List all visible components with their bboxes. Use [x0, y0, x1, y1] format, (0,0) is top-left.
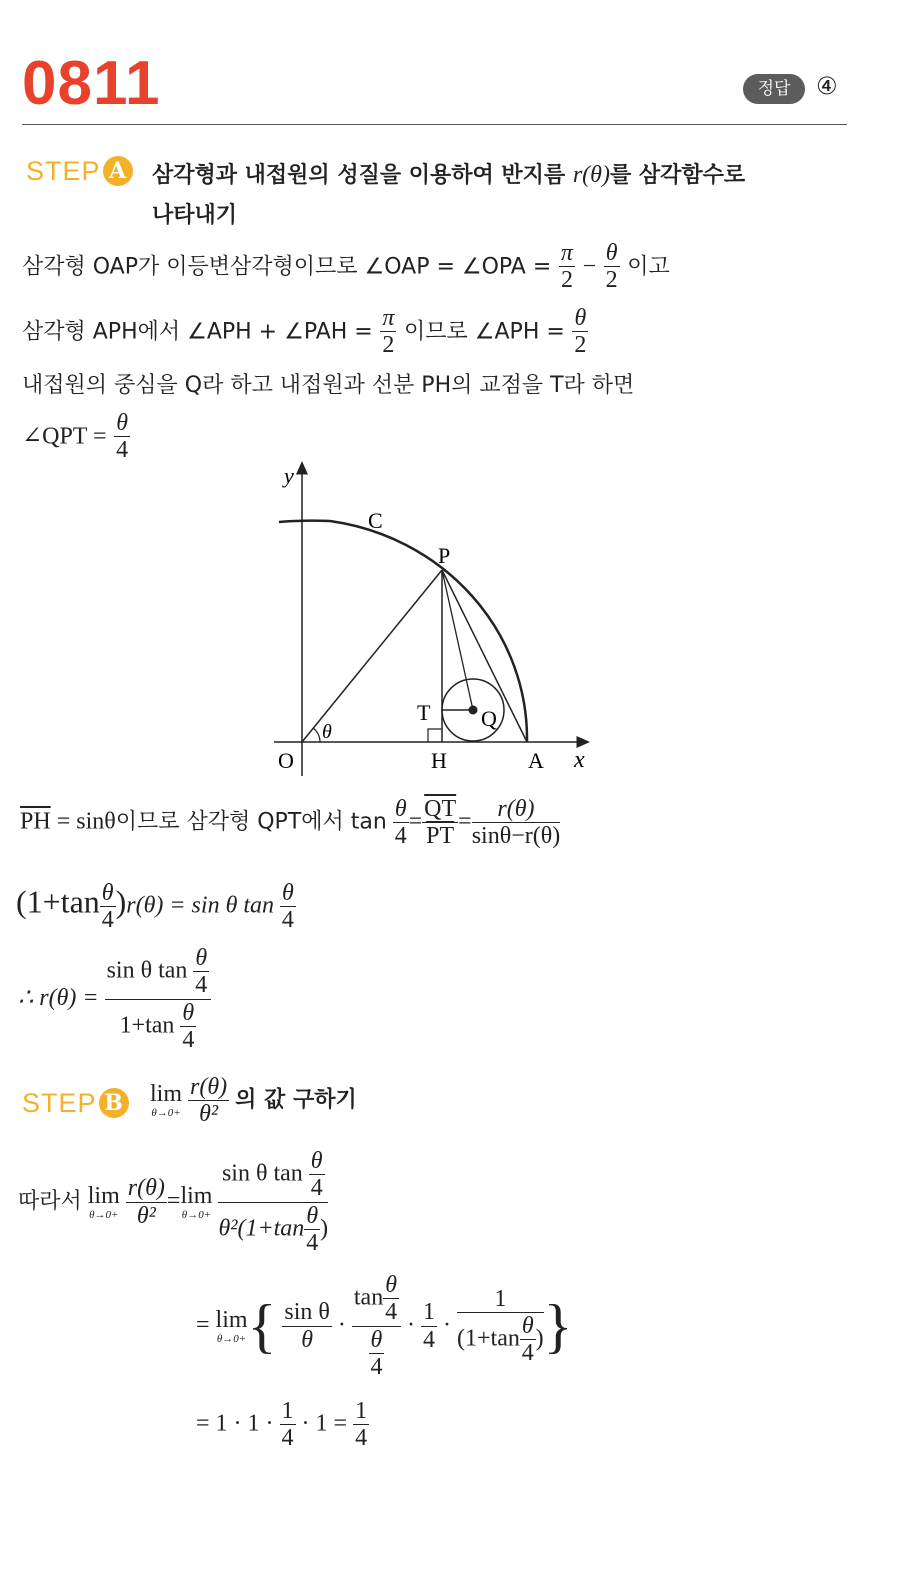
frac-pi-over-2-b: $\frac{\pi}{2}$ — [382, 305, 395, 359]
frac-pi-over-2: $\frac{\pi}{2}$ — [560, 240, 573, 294]
eq6-mid: · 1 = — [301, 1410, 348, 1437]
line-isosceles-text: 삼각형 OAP가 이등변삼각형이므로 ∠OAP = ∠OPA = — [22, 254, 552, 280]
frac-big: sin θ tan $\frac{\theta}{4}$ θ²(1+tan $\frac{\theta}{4}$ ) — [218, 1148, 329, 1257]
eq3-lhs: ∴ r(θ) = — [18, 984, 99, 1011]
eq-sin: = sinθ — [50, 808, 116, 835]
frac-r-over-theta2: $\frac{r(\theta)}{\text{θ²}}$ — [190, 1074, 228, 1128]
step-a-title-text: 삼각형과 내접원의 성질을 이용하여 반지름 — [152, 163, 573, 188]
frac-theta-over-2: $\frac{\theta}{2}$ — [605, 240, 618, 294]
frac-theta-4-e: $\frac{\theta}{4}$ — [281, 880, 294, 934]
frac-qt-pt: $\frac{\overline{QT}}{PT}$ — [424, 796, 457, 850]
eq4-prefix: 따라서 — [18, 1188, 82, 1214]
step-a-title-text-2: 를 삼각함수로 — [609, 163, 746, 188]
equation-r-theta — [18, 945, 211, 1054]
label-c: C — [368, 508, 383, 533]
frac-sin-over-theta: $\frac{\text{sin θ}}{\theta}$ — [284, 1299, 330, 1353]
eq2-open: (1+tan — [16, 883, 100, 920]
frac-one-quarter-result: $\frac{1}{4}$ — [355, 1398, 368, 1452]
frac-theta-over-2-b: $\frac{\theta}{2}$ — [574, 305, 587, 359]
line-incircle: 내접원의 중심을 Q라 하고 내접원과 선분 PH의 교점을 T라 하면 — [22, 373, 635, 398]
label-a: A — [528, 748, 544, 773]
eq5-eq: = — [196, 1311, 216, 1338]
step-a-letter: A — [103, 156, 133, 186]
answer-value: ④ — [816, 72, 838, 100]
minus-sign: − — [582, 253, 597, 280]
right-angle-mark — [428, 729, 442, 742]
dot-1: · — [337, 1311, 346, 1338]
line-isosceles-tail: 이고 — [627, 254, 670, 280]
dot-3: · — [443, 1311, 452, 1338]
dot-2: · — [407, 1311, 416, 1338]
lim-4b: lim θ→0+ — [180, 1182, 213, 1221]
eq4-eq: = — [166, 1187, 181, 1214]
step-b-title-text: 의 값 구하기 — [235, 1087, 357, 1113]
line-aph-text-2: 이므로 ∠APH = — [404, 319, 565, 345]
frac-one-over-1-plus-tan: 1 (1+tan $\frac{\theta}{4}$ ) — [457, 1285, 544, 1367]
problem-number: 0811 — [22, 49, 161, 118]
eq2-close: ) — [115, 883, 127, 920]
eq-sign-1: = — [408, 808, 423, 835]
frac-r-theta: sin θ tan $\frac{\theta}{4}$ 1+tan $\frac{\theta}{4}$ — [105, 945, 212, 1054]
step-b-label: STEP — [22, 1088, 97, 1118]
left-brace: { — [247, 1292, 277, 1359]
step-b-badge — [22, 1088, 129, 1119]
label-q: Q — [481, 706, 497, 731]
step-a-title-var: r(θ) — [572, 162, 610, 188]
frac-theta-4-c: $\frac{\theta}{4}$ — [394, 796, 407, 850]
lim-4a: lim θ→0+ — [87, 1182, 120, 1221]
label-p: P — [438, 543, 451, 568]
frac-tan-over-theta4: tan $\frac{\theta}{4}$ $\frac{\theta}{4}$ — [352, 1272, 401, 1381]
equation-result — [196, 1398, 369, 1452]
equation-rearranged — [16, 880, 296, 934]
frac-theta-4-d: $\frac{\theta}{4}$ — [101, 880, 114, 934]
center-q-dot — [469, 706, 478, 715]
eq2-rhs: r(θ) = sin θ tan — [126, 892, 275, 919]
step-a-title-line2: 나타내기 — [152, 203, 238, 228]
frac-theta-over-4: $\frac{\theta}{4}$ — [116, 410, 129, 464]
eq-sign-2: = — [458, 808, 472, 835]
theta-arc — [313, 728, 320, 742]
step-a-label: STEP — [26, 156, 101, 186]
frac-r-over-theta2-b: $\frac{r(\theta)}{\text{θ²}}$ — [127, 1175, 165, 1229]
right-brace: } — [543, 1292, 573, 1359]
label-y: y — [284, 463, 294, 488]
answer-badge: 정답 — [743, 74, 805, 104]
label-t: T — [417, 700, 431, 725]
step-b-letter: B — [99, 1088, 129, 1118]
frac-r-over-sin: $\frac{r(\theta)}{\sin\theta-r(\theta)}$ — [471, 796, 561, 850]
frac-one-quarter: $\frac{1}{4}$ — [423, 1299, 436, 1353]
equation-split — [196, 1272, 572, 1381]
line-qpt-text: ∠QPT = — [22, 423, 107, 450]
overline-ph: $\overline{PH}$ — [20, 808, 51, 835]
equation-tan-text: 이므로 삼각형 QPT에서 tan — [115, 809, 387, 835]
equation-limit — [18, 1148, 328, 1257]
frac-one-quarter-b: $\frac{1}{4}$ — [281, 1398, 294, 1452]
label-o: O — [278, 748, 294, 773]
step-b-title — [150, 1074, 357, 1128]
lim-5: lim θ→0+ — [215, 1306, 248, 1345]
lim-b: lim θ→0+ — [150, 1081, 183, 1120]
eq6-text: = 1 · 1 · — [196, 1410, 274, 1437]
label-x: x — [574, 747, 585, 773]
label-theta: θ — [322, 721, 332, 743]
label-h: H — [431, 748, 447, 773]
line-aph-text: 삼각형 APH에서 ∠APH + ∠PAH = — [22, 319, 373, 345]
equation-tan — [20, 796, 560, 850]
